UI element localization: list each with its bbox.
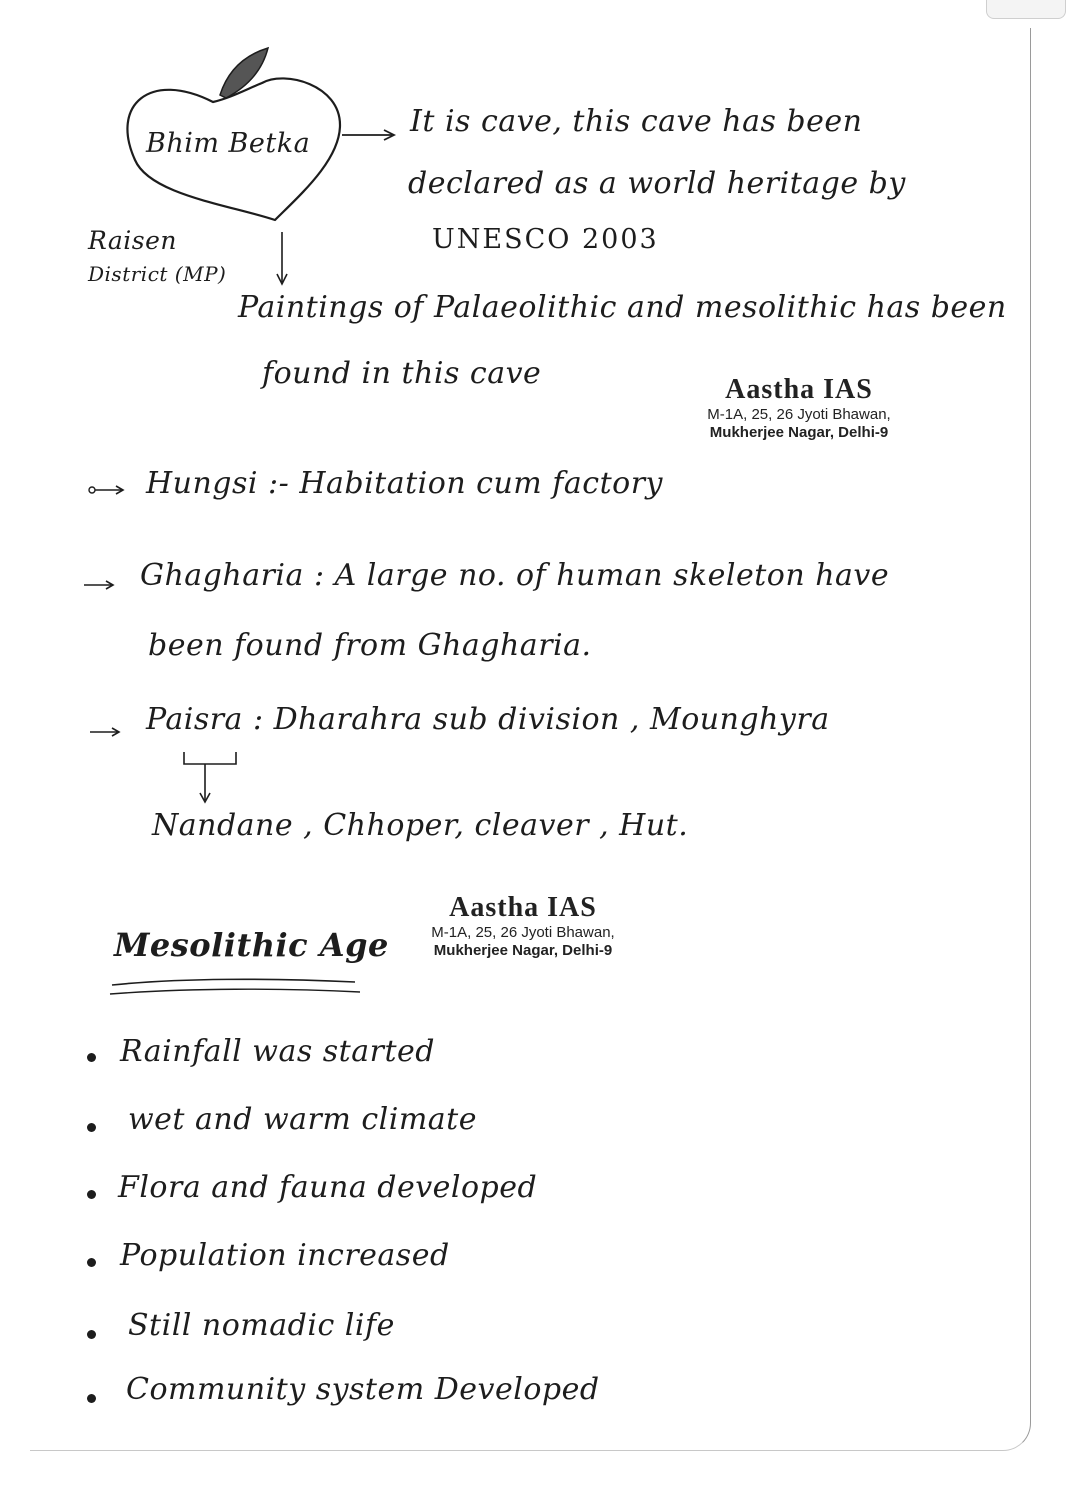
mesolithic-heading: Mesolithic Age (114, 926, 389, 964)
stamp-aastha-ias-2 (408, 892, 638, 960)
paisra-items-line: Nandane , Chhoper, cleaver , Hut. (152, 808, 689, 843)
stamp-address-line-1: M-1A, 25, 26 Jyoti Bhawan, (707, 406, 891, 423)
cave-name: Bhim Betka (146, 128, 311, 159)
stamp-title: Aastha IAS (725, 374, 873, 405)
description-line-3: UNESCO 2003 (432, 224, 659, 255)
location-line-1: Raisen (88, 226, 178, 255)
ghagharia-line-2: been found from Ghagharia. (148, 628, 592, 663)
hungsi-line: Hungsi :- Habitation cum factory (146, 466, 663, 501)
list-item: Rainfall was started (120, 1034, 435, 1069)
bullet-dot (87, 1394, 96, 1403)
bullet-dot (87, 1258, 96, 1267)
ghagharia-line-1: Ghagharia : A large no. of human skeleton have (140, 558, 890, 593)
stamp-address-line-2: Mukherjee Nagar, Delhi-9 (433, 942, 613, 959)
paisra-line: Paisra : Dharahra sub division , Mounghyra (146, 702, 830, 737)
list-item: Population increased (120, 1238, 450, 1273)
list-item: Flora and fauna developed (118, 1170, 538, 1205)
location-line-2: District (MP) (88, 262, 227, 286)
stamp-address-line-1: M-1A, 25, 26 Jyoti Bhawan, (431, 924, 615, 941)
bullet-dot (87, 1123, 96, 1132)
list-item: Community system Developed (126, 1372, 600, 1407)
stamp-address-line-2: Mukherjee Nagar, Delhi-9 (709, 424, 889, 441)
bullet-dot (87, 1330, 96, 1339)
bullet-dot (87, 1190, 96, 1199)
stamp-title: Aastha IAS (449, 892, 597, 923)
list-item: Still nomadic life (128, 1308, 395, 1343)
description-line-1: It is cave, this cave has been (410, 104, 863, 139)
paintings-line-1: Paintings of Palaeolithic and mesolithic has been (238, 290, 1007, 325)
bullet-dot (87, 1053, 96, 1062)
list-item: wet and warm climate (128, 1102, 477, 1137)
paintings-line-2: found in this cave (262, 356, 542, 391)
stamp-aastha-ias-1 (684, 374, 914, 442)
description-line-2: declared as a world heritage by (408, 166, 906, 201)
